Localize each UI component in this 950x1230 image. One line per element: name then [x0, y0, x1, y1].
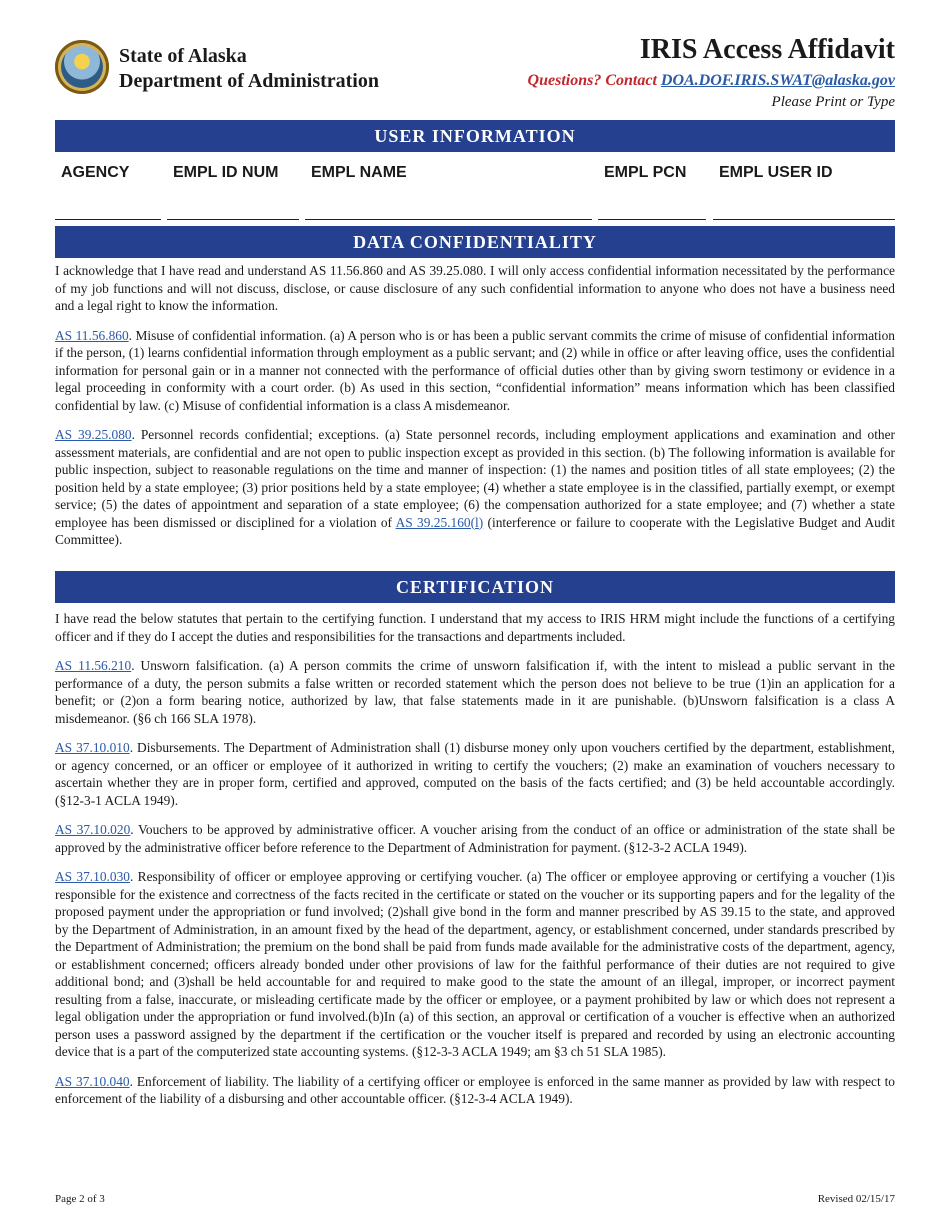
- statute-link-inline[interactable]: AS 39.25.160(l): [395, 514, 484, 530]
- statute-as-11-56-210: [55, 657, 895, 727]
- confidentiality-intro: I acknowledge that I have read and understand AS 11.56.860 and AS 39.25.080. I will only access confidential information necessitated by the performance of my job functions and will not discuss, disclose, or cause disclosure of any such confidential information to anyone who does not have a business need and a legal right to know the information.: [55, 263, 895, 313]
- empl-id-num-input-line: [167, 219, 299, 220]
- statute-body-tail: (interference or failure to cooperate with the Legislative Budget and Audit Committee).: [55, 514, 896, 547]
- form-title: IRIS Access Affidavit: [639, 34, 895, 65]
- certification-header: CERTIFICATION: [55, 571, 895, 603]
- statute-as-39-25-080: [55, 426, 895, 549]
- statute-as-37-10-020: [55, 821, 895, 856]
- statute-link[interactable]: AS 37.10.040: [55, 1073, 130, 1089]
- print-note: Please Print or Type: [771, 94, 895, 110]
- organization-name: [119, 44, 379, 94]
- org-line-1: State of Alaska: [119, 45, 247, 67]
- agency-label: AGENCY: [61, 164, 130, 181]
- empl-name-field[interactable]: [305, 162, 592, 220]
- statute-body: . Enforcement of liability. The liability of a certifying officer or employee is enforced in the same manner as provided by law with respect to enforcement of the liability of a disbursing and other accountable officer. (§12-3-4 ACLA 1949).: [55, 1073, 895, 1106]
- certification-intro: I have read the below statutes that pertain to the certifying function. I understand that my access to IRIS HRM might include the functions of a certifying officer and if they do I accept the duties and responsibilities for the transactions and departments included.: [55, 611, 895, 644]
- statute-body: . Vouchers to be approved by administrative officer. A voucher arising from the conduct of an office or administration of the state shall be approved by the administrative officer before reference to the Department of Administration for payment. (§12-3-2 ACLA 1949).: [55, 822, 895, 855]
- statute-link[interactable]: AS 11.56.860: [55, 327, 129, 343]
- contact-line: [528, 72, 895, 90]
- statute-link[interactable]: AS 11.56.210: [55, 658, 132, 673]
- user-information-header: USER INFORMATION: [55, 120, 895, 152]
- certification-text: [55, 610, 895, 1120]
- state-seal-icon: [55, 40, 109, 94]
- empl-pcn-field[interactable]: [598, 162, 706, 220]
- statute-body: . Unsworn falsification. (a) A person commits the crime of unsworn falsification if, with the intent to mislead a public servant in the performance of a duty, the person submits a false written or recorded statement which the person does not believe to be true (1)in an application for a benefit; or (2)on a form bearing notice, authorized by law, that false statements made in it are punishable. (b)Unsworn falsification is a class A misdemeanor. (§6 ch 166 SLA 1978).: [55, 658, 895, 726]
- statute-body: . Responsibility of officer or employee approving or certifying voucher. (a) The officer or employee approving or certifying a voucher (1)is responsible for the existence and correctness of the facts recited in the certificate or stated on the voucher or its supporting papers and for the legality of the proposed payment under the appropriation or fund involved; (2)shall give bond in the form and manner prescribed by AS 39.15 to the state, and approved by the Department of Administration, in an amount fixed by the head of the department, agency, or establishment concerned, under standards prescribed by the Department of Administration; the premium on the bond shall be paid from funds made available for the administrative costs of the department, agency, or establishment concerned; officers already bonded under other provisions of law for the faithful performance of their duties are not required to give additional bond; and (3)shall be held accountable for and required to make good to the state the amount of an illegal, improper, or incorrect payment resulting from a false, inaccurate, or misleading certificate made by the officer or employee, or a payment prohibited by law or which does not represent a legal obligation under the appropriation or fund involved.(b)In (a) of this section, an approval or certification of a voucher is effective when an authorized person uses a password assigned by the department if the certification or the voucher itself is prepared and recorded by using an electronic accounting device that is a part of the computerized state accounting systems. (§12-3-3 ACLA 1949; am §3 ch 51 SLA 1985).: [55, 869, 895, 1059]
- empl-user-id-label: EMPL USER ID: [719, 164, 833, 181]
- empl-id-num-field[interactable]: [167, 162, 299, 220]
- user-information-fields: [55, 162, 895, 220]
- contact-prefix: Questions? Contact: [527, 72, 657, 89]
- empl-name-input-line: [305, 219, 592, 220]
- empl-pcn-input-line: [598, 219, 706, 220]
- empl-pcn-label: EMPL PCN: [604, 164, 687, 181]
- empl-name-label: EMPL NAME: [311, 164, 407, 181]
- contact-email-link[interactable]: DOA.DOF.IRIS.SWAT@alaska.gov: [660, 72, 895, 89]
- org-line-2: Department of Administration: [119, 70, 379, 92]
- statute-link[interactable]: AS 37.10.010: [55, 740, 130, 755]
- agency-field[interactable]: [55, 162, 161, 220]
- statute-link[interactable]: AS 37.10.020: [55, 822, 131, 837]
- empl-id-num-label: EMPL ID NUM: [173, 164, 279, 181]
- empl-user-id-field[interactable]: [713, 162, 895, 220]
- statute-body: . Disbursements. The Department of Administration shall (1) disburse money only upon vouchers certified by the department, establishment, or agency concerned, or an officer or employee of it authorized in writing to certify the vouchers; (2) make an examination of vouchers necessary to ascertain whether they are in proper form, certified and approved, computed on the basis of the facts certified; and (3) be held accountable accordingly. (§12-3-1 ACLA 1949).: [55, 740, 895, 808]
- statute-as-37-10-040: [55, 1073, 895, 1108]
- statute-link[interactable]: AS 37.10.030: [55, 869, 130, 884]
- statute-body: . Personnel records confidential; exceptions. (a) State personnel records, including employment applications and examination and other assessment materials, are confidential and are not open to public inspection except as provided in this section. (b) The following information is available for public inspection, subject to reasonable regulations on the time and manner of inspection: (1) the names and position titles of all state employees; (2) the position held by a state employee; (3) prior positions held by a state employee; (4) whether a state employee is in the classified, partially exempt, or exempt service; (5) the dates of appointment and separation of a state employee; (6) the compensation authorized for a state employee; and (7) whether a state employee has been dismissed or disciplined for a violation of: [55, 427, 896, 530]
- statute-body: . Misuse of confidential information. (a) A person who is or has been a public servant commits the crime of misuse of confidential information if the person, (1) learns confidential information through employment as a public servant; and (2) while in office or after leaving office, uses the confidential information for personal gain or in a manner not connected with the performance of official duties other than by giving sworn testimony or evidence in a legal proceeding in conformity with a court order. (b) As used in this section, “confidential information” means information which has been classified confidential by law. (c) Misuse of confidential information is a class A misdemeanor.: [55, 327, 895, 413]
- statute-link[interactable]: AS 39.25.080: [55, 427, 132, 442]
- page-number: Page 2 of 3: [55, 1193, 105, 1205]
- statute-as-11-56-860: [55, 327, 895, 415]
- agency-input-line: [55, 219, 161, 220]
- revision-date: Revised 02/15/17: [817, 1193, 895, 1205]
- statute-as-37-10-010: [55, 739, 895, 809]
- statute-as-37-10-030: [55, 868, 895, 1061]
- data-confidentiality-header: DATA CONFIDENTIALITY: [55, 226, 895, 258]
- empl-user-id-input-line: [713, 219, 895, 220]
- data-confidentiality-text: [55, 262, 895, 561]
